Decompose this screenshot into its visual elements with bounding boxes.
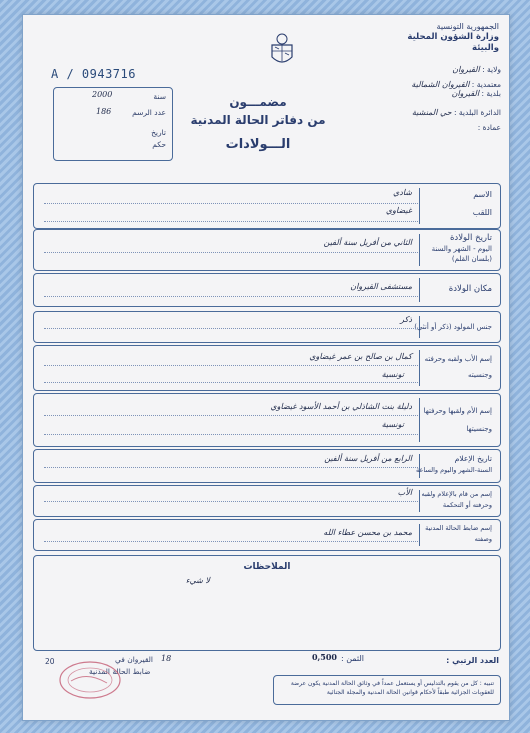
title-line2: من دفاتر الحالة المدنية <box>190 113 326 127</box>
row-declaration-date <box>33 449 501 483</box>
divider <box>419 524 420 546</box>
price-value: 0,500 <box>311 652 337 662</box>
dotted-line <box>44 434 418 435</box>
district-label: الدائرة البلدية <box>458 108 501 117</box>
sex-label: جنس المولود (ذكر أو أنثى) <box>414 323 492 331</box>
dotted-line <box>44 296 418 297</box>
wilaya-value: القيروان <box>452 65 480 74</box>
row-sex <box>33 311 501 343</box>
officer-label: إسم ضابط الحالة المدنية <box>425 524 492 532</box>
title-block <box>173 95 343 152</box>
dotted-line <box>44 467 418 468</box>
delegation-value: القيروان الشمالية <box>411 80 470 89</box>
remarks-box <box>33 555 501 651</box>
dotted-line <box>44 365 418 366</box>
surname-value: غيضاوي <box>385 206 412 215</box>
dob-sub: اليوم - الشهر والسنة <box>431 245 492 253</box>
father-nationality: تونسية <box>381 370 404 379</box>
row-declarant <box>33 485 501 517</box>
pob-value: مستشفى القيروان <box>350 282 412 291</box>
remarks-title: الملاحظات <box>243 562 291 572</box>
price-label: الثمن : <box>340 654 364 663</box>
wilaya-label: ولاية <box>486 65 501 74</box>
dob-value: الثاني من أفريل سنة ألفين <box>323 238 412 247</box>
sex-value: ذكر <box>400 315 412 324</box>
pob-label: مكان الولادة <box>448 284 492 294</box>
mother-nationality: تونسية <box>381 420 404 429</box>
father-label: إسم الأب ولقبه وحرفته <box>424 355 492 363</box>
header-block <box>389 21 499 54</box>
legal-notice-text: تنبيه : كل من يقوم بالتدليس أو يستعمل عمداً في وثائق الحالة المدنية يكون عرضة للعقوبات الجزائية طبقاً لأحكام قوانين الحالة المدنية والمجلة الجنائية <box>290 680 494 696</box>
name-value: شادي <box>393 188 412 197</box>
row-birth-date <box>33 229 501 271</box>
divider <box>419 350 420 386</box>
decl-label2: السنة-الشهر واليوم والساعة <box>415 466 492 474</box>
decl-label: تاريخ الإعلام <box>454 454 492 463</box>
birth-certificate <box>22 14 510 721</box>
father-value: كمال بن صالح بن عمر غيضاوي <box>309 352 412 361</box>
admin-info: ولاية : القيروان معتمدية : القيروان الشمالية بلدية : القيروان الدائرة البلدية : حي المنشية عمادة : <box>411 65 501 132</box>
title-line3: الـــولادات <box>225 137 291 152</box>
row-mother <box>33 393 501 447</box>
place-date-text: القيروان في <box>115 655 153 664</box>
serial-number: A / 0943716 <box>51 67 136 81</box>
record-number-label: عدد الرسم <box>132 108 166 117</box>
year-value: 2000 <box>92 90 113 99</box>
stamp-icon <box>57 659 123 701</box>
divider <box>419 490 420 512</box>
mother-label2: وجنسيتها <box>466 425 492 433</box>
district-value: حي المنشية <box>411 108 452 117</box>
dotted-line <box>44 252 418 253</box>
dotted-line <box>44 501 418 502</box>
dotted-line <box>44 203 418 204</box>
ruling-label: حكم <box>152 140 166 149</box>
dob-sub2: (بلسان القلم) <box>451 255 492 263</box>
declarant-label: إسم من قام بالإعلام ولقبه <box>421 490 492 498</box>
row-name <box>33 183 501 229</box>
remarks-value: لا شيء <box>185 576 210 585</box>
officer-label2: وصفته <box>474 535 492 543</box>
legal-notice-box <box>273 675 501 705</box>
dotted-line <box>44 415 418 416</box>
republic-text: الجمهورية التونسية <box>436 22 499 31</box>
record-box <box>53 87 173 161</box>
title-line1: مضمـــون <box>229 95 287 109</box>
date-day: 18 <box>161 654 172 663</box>
divider <box>419 234 420 266</box>
officer-sign-label: ضابط الحالة المدنية <box>89 667 151 676</box>
declarant-value: الأب <box>397 488 412 497</box>
surname-label: اللقب <box>472 208 492 217</box>
municipality-value: القيروان <box>451 89 480 98</box>
ordinal-label: العدد الرتبي : <box>446 656 499 665</box>
mother-value: دليلة بنت الشاذلي بن أحمد الأسود غيضاوي <box>270 402 412 411</box>
officer-value: محمد بن محسن عطاء الله <box>323 528 412 537</box>
delegation-label: معتمدية <box>476 80 501 89</box>
row-father <box>33 345 501 391</box>
year-prefix: 20 <box>45 657 55 666</box>
dotted-line <box>44 541 418 542</box>
mother-label: إسم الأم ولقبها وحرفتها <box>423 407 492 415</box>
coat-of-arms-icon <box>267 33 297 69</box>
dotted-line <box>44 221 418 222</box>
name-label: الاسم <box>473 190 492 199</box>
ministry-text: وزارة الشؤون المحلية والبيئة <box>407 32 499 53</box>
date-label: تاريخ <box>151 128 166 137</box>
row-birth-place <box>33 273 501 307</box>
year-label: سنة <box>153 92 166 101</box>
municipality-label: بلدية <box>486 89 501 98</box>
father-label2: وجنسيته <box>467 371 492 379</box>
decl-value: الرابع من أفريل سنة ألفين <box>324 454 412 463</box>
dotted-line <box>44 328 418 329</box>
divider <box>419 398 420 442</box>
divider <box>419 278 420 302</box>
imada-label: عمادة <box>482 123 501 132</box>
divider <box>419 188 420 224</box>
declarant-label2: وحرفته أو التحكمة <box>442 501 492 509</box>
row-officer <box>33 519 501 551</box>
dob-label: تاريخ الولادة <box>449 233 492 243</box>
dotted-line <box>44 382 418 383</box>
record-number-value: 186 <box>96 107 112 116</box>
